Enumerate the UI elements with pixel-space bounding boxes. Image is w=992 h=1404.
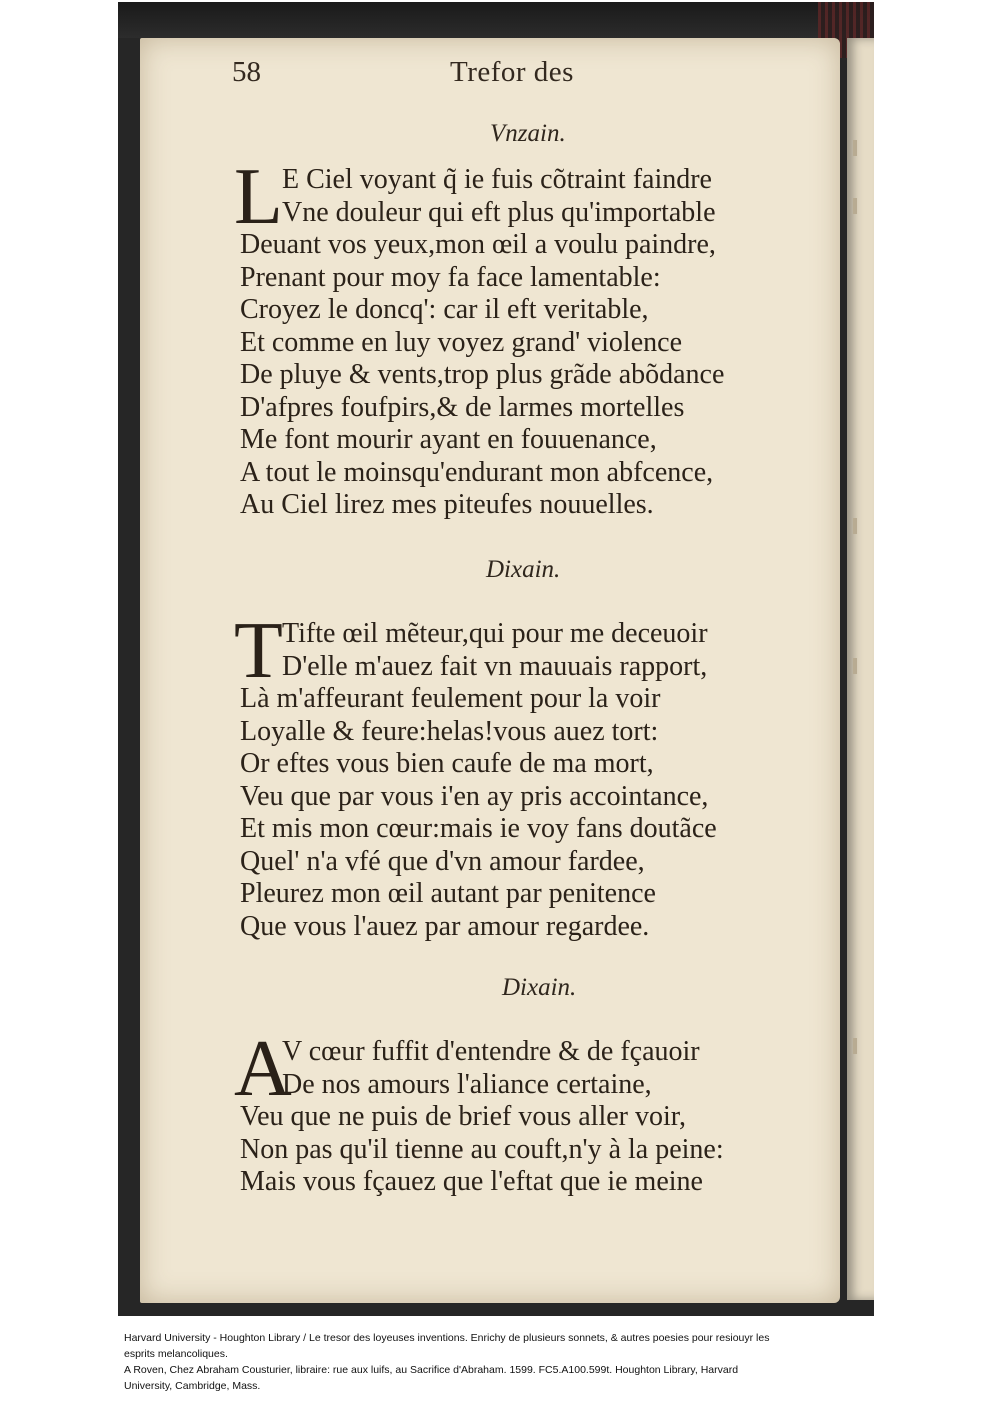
verse-line: Veu que par vous i'en ay pris accointance, [240,780,709,812]
verse-line: Or eftes vous bien caufe de ma mort, [240,748,654,779]
scanned-page-image [118,2,874,1316]
verse-line: A tout le moinsqu'endurant mon abfcence, [240,456,714,488]
verse-line: Deuant vos yeux,mon œil a voulu paindre, [240,229,716,260]
verse-line: Loyalle & feure:helas!vous auez tort: [240,715,659,747]
poem-stanza [234,1025,724,1199]
citation-line: esprits melancoliques. [124,1348,228,1360]
verse-line: Que vous l'auez par amour regardee. [240,910,650,942]
citation-line: University, Cambridge, Mass. [124,1380,261,1392]
facing-page-mark [853,1038,857,1054]
facing-page-mark [853,518,857,534]
verse-line: Tifte œil mẽteur,qui pour me deceuoir [282,618,708,649]
verse-line: De pluye & vents,trop plus grãde abõdance [240,359,725,390]
drop-cap: T [234,607,283,695]
library-citation [124,1330,874,1394]
verse-line: Au Ciel lirez mes piteufes nouuelles. [240,489,654,520]
verse-line: Croyez le doncq': car il eft veritable, [240,294,649,325]
verse-line: E Ciel voyant q̃ ie fuis cõtraint faindre [282,164,712,195]
facing-page-mark [853,658,857,674]
drop-cap: A [234,1025,292,1113]
verse-line: Et comme en luy voyez grand' violence [240,326,682,358]
drop-cap: L [234,153,283,241]
verse-line: D'afpres foufpirs,& de larmes mortelles [240,391,685,423]
facing-page-mark [853,140,857,156]
poem-heading: Vnzain. [490,120,566,147]
verse-line: Mais vous fçauez que l'eftat que ie meine [240,1166,703,1197]
verse-line: D'elle m'auez fait vn mauuais rapport, [282,650,708,682]
citation-line: Harvard University - Houghton Library / Le tresor des loyeuses inventions. Enrichy de plusieurs sonnets, & autres poesies pour resiouyr les [124,1332,770,1344]
book-page [140,38,840,1303]
verse-line: Me font mourir ayant en fouuenance, [240,424,657,455]
verse-line: Prenant pour moy fa face lamentable: [240,261,661,293]
page-number: 58 [232,56,261,88]
verse-line: Quel' n'a vfé que d'vn amour fardee, [240,845,645,877]
verse-line: Vne douleur qui eft plus qu'importable [282,196,716,228]
poem-stanza [234,153,725,522]
citation-line: A Roven, Chez Abraham Cousturier, libraire: rue aux luifs, au Sacrifice d'Abraham. 1599. FC5.A100.599t. Houghton Library, Harvard [124,1364,739,1376]
verse-line: Non pas qu'il tienne au couft,n'y à la peine: [240,1133,724,1165]
facing-page-mark [853,198,857,214]
verse-line: Pleurez mon œil autant par penitence [240,878,656,909]
poem-heading: Dixain. [486,556,561,583]
verse-line: V cœur fuffit d'entendre & de fçauoir [282,1036,700,1067]
verse-line: De nos amours l'aliance certaine, [282,1068,652,1100]
verse-line: Là m'affeurant feulement pour la voir [240,683,661,714]
page-header [140,56,840,96]
poem-stanza [234,607,717,943]
book-top-edge [118,2,874,38]
facing-page-edge [847,38,874,1300]
poem-heading: Dixain. [502,974,577,1001]
verse-line: Et mis mon cœur:mais ie voy fans doutãce [240,813,717,844]
running-head: Trefor des [450,56,574,88]
verse-line: Veu que ne puis de brief vous aller voir, [240,1101,686,1132]
